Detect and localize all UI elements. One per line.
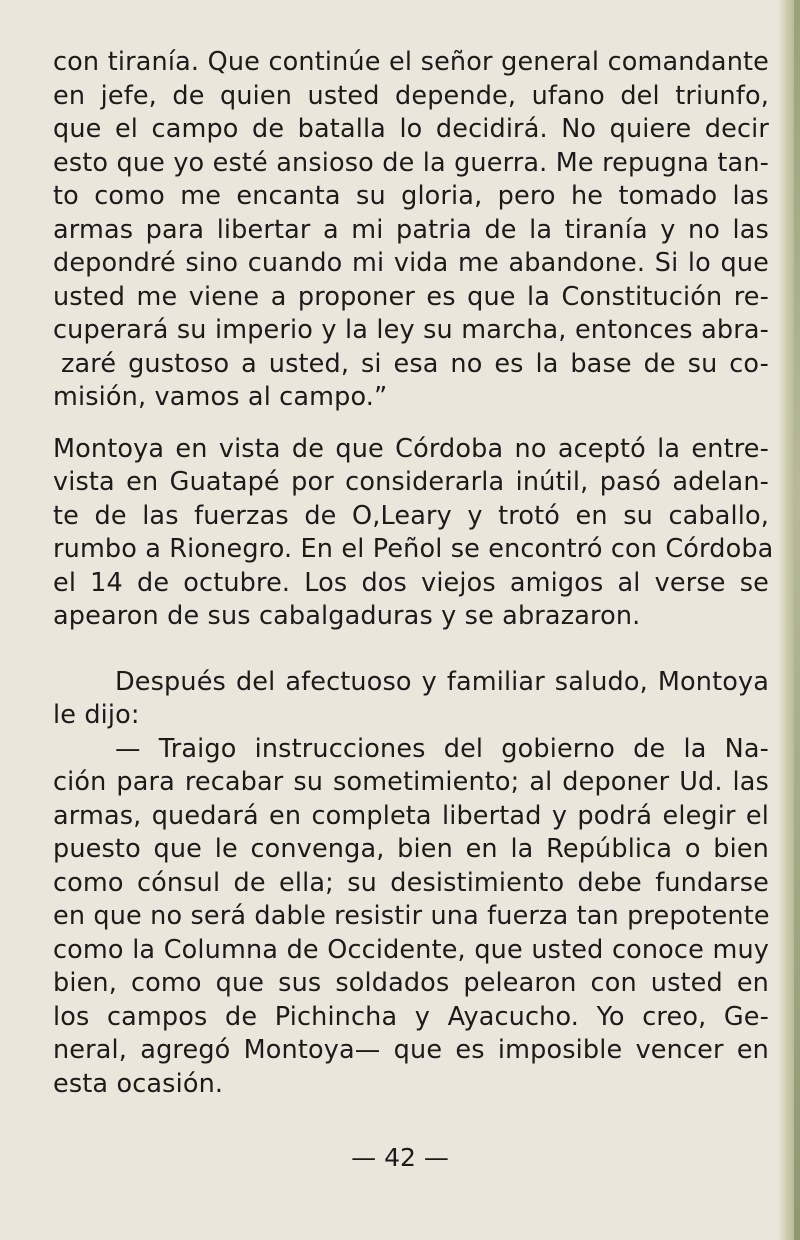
text-line: armas, quedará en completa libertad y podrá elegir el (53, 800, 769, 831)
page-number: — 42 — (351, 1143, 449, 1172)
paragraph (53, 46, 769, 415)
text-line: depondré sino cuando mi vida me abandone. Si lo que (53, 248, 769, 278)
text-line: como la Columna de Occidente, que usted conoce muy (53, 934, 769, 965)
text-line: apearon de sus cabalgaduras y se abrazaron. (53, 601, 641, 631)
text-line: en que no será dable resistir una fuerza tan prepotente (53, 901, 770, 931)
text-line: como cónsul de ella; su desistimiento debe fundarse (53, 867, 769, 898)
page-edge (794, 0, 800, 1240)
text-line: te de las fuerzas de O,Leary y trotó en su caballo, (53, 500, 769, 531)
text-line: — Traigo instrucciones del gobierno de la Na- (115, 733, 769, 764)
paragraph (53, 433, 774, 634)
text-line: le dijo: (53, 700, 140, 730)
text-line: esto que yo esté ansioso de la guerra. Me repugna tan- (53, 147, 769, 178)
text-line: Después del afectuoso y familiar saludo, Montoya (115, 666, 769, 697)
text-line: armas para libertar a mi patria de la tiranía y no las (53, 214, 769, 245)
text-line: misión, vamos al campo.” (53, 382, 388, 412)
body-text (53, 46, 774, 1101)
text-line: bien, como que sus soldados pelearon con usted en (53, 968, 769, 998)
text-line: vista en Guatapé por considerarla inútil, pasó adelan- (53, 467, 769, 497)
text-line: to como me encanta su gloria, pero he tomado las (53, 181, 769, 211)
text-line: con tiranía. Que continúe el señor general comandante (53, 47, 769, 77)
text-line: ción para recabar su sometimiento; al deponer Ud. las (53, 767, 769, 797)
text-line: los campos de Pichincha y Ayacucho. Yo creo, Ge- (53, 1001, 769, 1032)
text-line: usted me viene a proponer es que la Constitución re- (53, 281, 769, 312)
text-line: puesto que le convenga, bien en la República o bien (53, 834, 769, 864)
text-line: Montoya en vista de que Córdoba no aceptó la entre- (53, 433, 769, 464)
text-line: rumbo a Rionegro. En el Peñol se encontró con Córdoba (53, 534, 774, 564)
text-line: neral, agregó Montoya— que es imposible vencer en (53, 1035, 769, 1065)
text-line: esta ocasión. (53, 1068, 224, 1099)
text-line: el 14 de octubre. Los dos viejos amigos al verse se (53, 567, 769, 598)
text-line: cuperará su imperio y la ley su marcha, entonces abra- (53, 315, 769, 345)
text-line: zaré gustoso a usted, si esa no es la base de su co- (61, 348, 769, 379)
text-line: que el campo de batalla lo decidirá. No quiere decir (53, 114, 769, 144)
paragraph (53, 666, 769, 1102)
text-line: en jefe, de quien usted depende, ufano del triunfo, (53, 80, 769, 111)
